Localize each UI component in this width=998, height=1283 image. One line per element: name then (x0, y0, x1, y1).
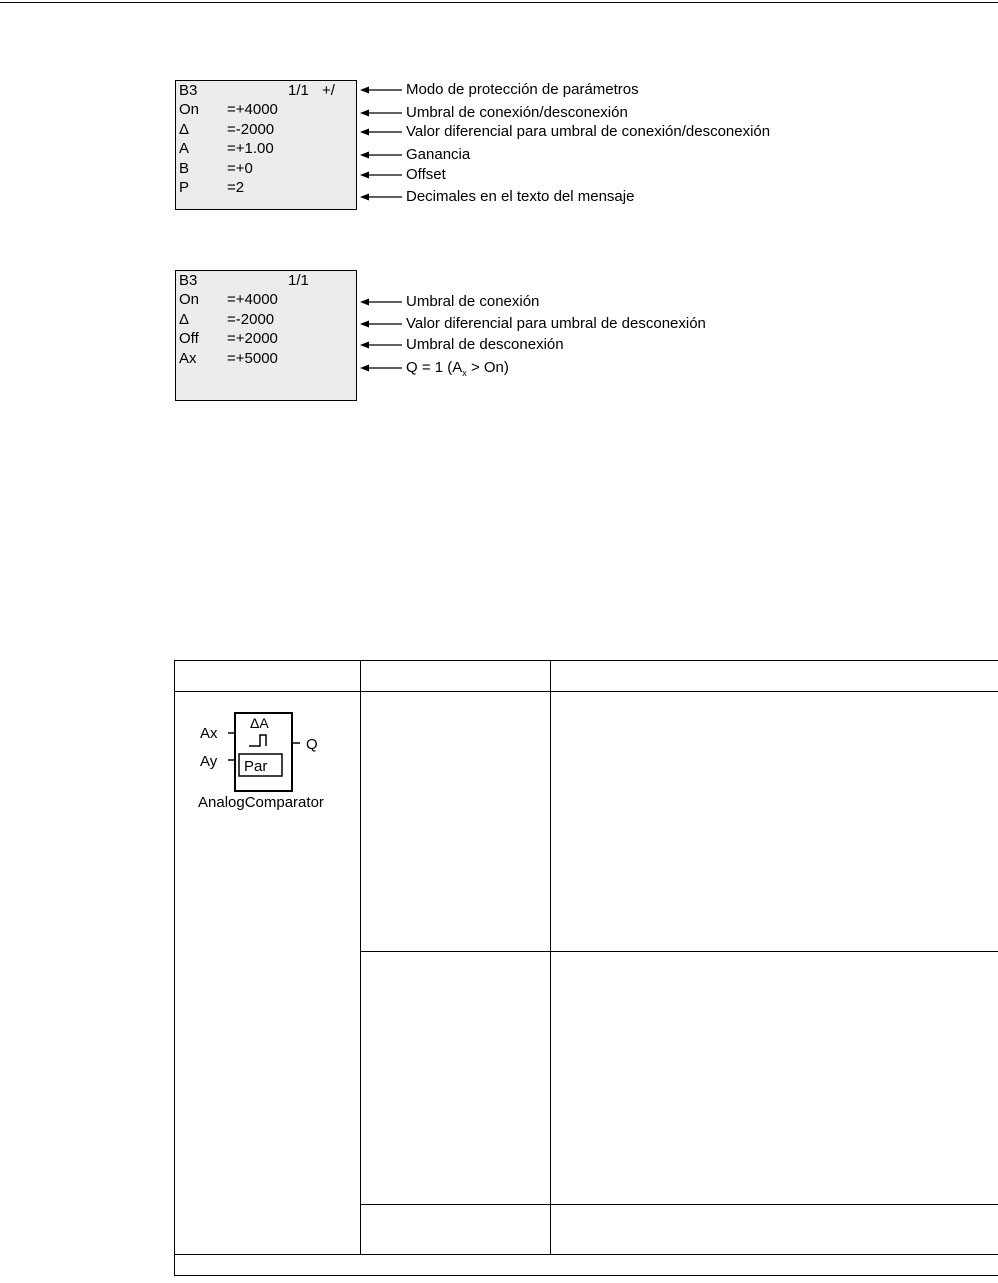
left-arrow-icon (360, 319, 402, 329)
annotation-label: Umbral de conexión (406, 293, 540, 310)
display-1-row (176, 178, 356, 197)
parameter-name: Off (179, 330, 199, 348)
parameter-name: Δ (179, 310, 190, 328)
table-cell (551, 952, 998, 1205)
parameter-value: =+4000 (227, 291, 278, 309)
annotation (360, 292, 820, 312)
annotation-label: Ganancia (406, 146, 471, 163)
table-cell (551, 692, 998, 952)
display-2-row (176, 329, 356, 348)
top-rule (0, 2, 998, 3)
table-header-row (175, 661, 998, 692)
function-table (174, 660, 998, 1276)
parameter-name: P (179, 178, 190, 196)
display-2-row (176, 290, 356, 309)
display-1-row (176, 159, 356, 178)
left-arrow-icon (360, 297, 402, 307)
condition-label (406, 358, 509, 383)
annotation-label: Umbral de desconexión (406, 336, 564, 353)
left-arrow-icon (360, 340, 402, 350)
display-1-header (176, 81, 356, 100)
page-indicator: 1/1 (288, 82, 309, 99)
block-number: B3 (179, 82, 198, 99)
parameter-display-2 (175, 270, 357, 401)
pulse-icon (249, 735, 266, 746)
annotation (360, 145, 820, 165)
table-cell (551, 1205, 998, 1255)
input-ay-label: Ay (200, 753, 218, 770)
display-1-row (176, 139, 356, 158)
condition-prefix: Q = 1 (A (406, 359, 463, 376)
header-cell (175, 661, 361, 692)
annotation-label: Modo de protección de parámetros (406, 81, 639, 98)
parameter-value: =+4000 (227, 101, 278, 119)
display-2-row (176, 349, 356, 368)
parameter-name: On (179, 291, 200, 309)
table-cell (361, 692, 551, 952)
display-2-row (176, 310, 356, 329)
condition-suffix: > On) (466, 359, 509, 376)
footer-cell (175, 1255, 998, 1276)
parameter-name: Δ (179, 120, 190, 138)
left-arrow-icon (360, 85, 402, 95)
parameter-name: On (179, 101, 200, 119)
annotation (360, 314, 820, 334)
left-arrow-icon (360, 192, 402, 202)
annotation (360, 103, 820, 123)
header-cell (361, 661, 551, 692)
block-number: B3 (179, 272, 198, 289)
annotation-label: Decimales en el texto del mensaje (406, 188, 635, 205)
table-cell (361, 952, 551, 1205)
left-arrow-icon (360, 170, 402, 180)
table-footer-row (175, 1255, 998, 1276)
parameter-value: =-2000 (227, 310, 275, 328)
parameter-name: B (179, 159, 190, 177)
parameter-value: =2 (227, 178, 245, 196)
parameter-name: Ax (179, 349, 197, 367)
parameter-value: =+0 (227, 159, 253, 177)
analog-comparator-symbol (189, 708, 329, 798)
left-arrow-icon (360, 108, 402, 118)
annotation (360, 165, 820, 185)
annotation-label: Umbral de conexión/desconexión (406, 104, 628, 121)
parameter-value: =+1.00 (227, 140, 274, 158)
page-indicator: 1/1 (288, 272, 309, 289)
condition-subscript: x (462, 368, 467, 378)
output-q-label: Q (306, 736, 318, 753)
function-block-cell (175, 692, 361, 1255)
display-2-header (176, 271, 356, 290)
table-cell (361, 1205, 551, 1255)
annotation-label: Valor diferencial para umbral de conexión/desconexión (406, 123, 771, 140)
parameter-value: =-2000 (227, 120, 275, 138)
annotation (360, 358, 820, 378)
protection-indicator: +/ (322, 82, 335, 99)
annotation-label: Valor diferencial para umbral de desconexión (406, 315, 706, 332)
parameter-display-1 (175, 80, 357, 210)
delta-a-label: ΔA (250, 715, 269, 731)
input-ax-label: Ax (200, 725, 218, 742)
parameter-name: A (179, 140, 190, 158)
display-1-row (176, 100, 356, 119)
annotation (360, 122, 820, 142)
display-1-row (176, 120, 356, 139)
table-row (175, 692, 998, 952)
annotation (360, 80, 820, 100)
annotation (360, 187, 820, 207)
annotation (360, 335, 820, 355)
left-arrow-icon (360, 127, 402, 137)
left-arrow-icon (360, 363, 402, 373)
par-label: Par (244, 758, 268, 775)
annotation-label: Offset (406, 166, 446, 183)
header-cell (551, 661, 998, 692)
parameter-value: =+2000 (227, 330, 278, 348)
parameter-value: =+5000 (227, 349, 278, 367)
left-arrow-icon (360, 150, 402, 160)
function-block-caption: AnalogComparator (198, 794, 324, 811)
